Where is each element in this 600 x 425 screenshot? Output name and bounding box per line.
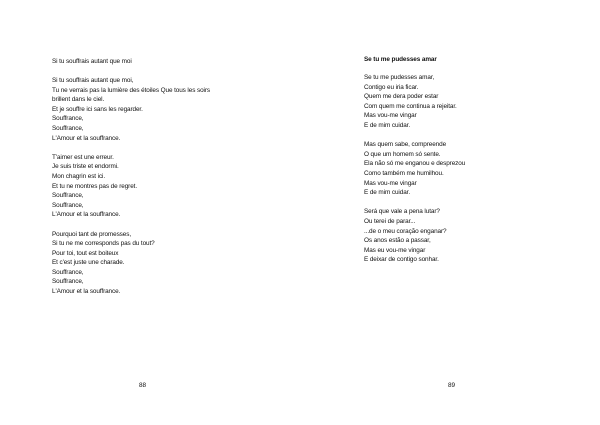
right-page: [300, 0, 600, 425]
poem-line: E deixar de contigo sonhar.: [364, 256, 439, 264]
poem-line: Souffrance,: [52, 115, 84, 123]
poem-line: O que um homem só sente.: [364, 150, 441, 158]
stanza: [52, 153, 257, 220]
poem-line: E de mim cuidar.: [364, 189, 410, 197]
poem-line: Souffrance,: [52, 268, 84, 276]
poem-line: Com quem me continua a rejeitar.: [364, 102, 457, 110]
poem-line: Je suis triste et endormi.: [52, 163, 119, 171]
poem-line: Se tu me pudesses amar,: [364, 74, 435, 81]
stanza: [52, 230, 257, 297]
poem-line: Como também me humilhou.: [364, 169, 444, 177]
poem-line: Et c'est juste une charade.: [52, 259, 125, 267]
poem-line: Souffrance,: [52, 124, 84, 132]
poem-line: Souffrance,: [52, 278, 84, 286]
poem-line: L'Amour et la souffrance.: [52, 211, 121, 219]
poem-line: L'Amour et la souffrance.: [52, 288, 121, 296]
poem-line: Contigo eu iria ficar.: [364, 83, 419, 91]
page-number: 88: [139, 382, 147, 389]
poem-line: Ou terei de parar...: [364, 217, 416, 225]
poem-body: [364, 73, 574, 274]
stanza: [364, 140, 574, 198]
poem-line: Pourquoi tant de promesses,: [52, 230, 132, 238]
poem-line: Mas vou-me vingar: [364, 112, 417, 120]
poem-line: L'Amour et la souffrance.: [52, 134, 121, 142]
poem-line: Ela não só me enganou e desprezou: [364, 160, 466, 168]
poem-line: Mas quem sabe, compreende: [364, 141, 447, 149]
poem-line: Mas vou-me vingar: [364, 179, 417, 187]
poem-line: Si tu ne me corresponds pas du tout?: [52, 240, 155, 248]
poem-body: [52, 76, 257, 306]
poem-line: Mas eu vou-me vingar: [364, 246, 426, 254]
poem-title: Se tu me pudesses amar: [364, 56, 437, 63]
poem-line: Et tu ne montres pas de regret.: [52, 182, 137, 190]
poem-line: Será que vale a pena lutar?: [364, 208, 440, 216]
poem-line: ...de o meu coração enganar?: [364, 227, 447, 235]
poem-line: Souffrance,: [52, 201, 84, 209]
poem-line: Os anos estão a passar,: [364, 237, 431, 245]
stanza: [364, 207, 574, 265]
poem-line: Si tu souffrais autant que moi,: [52, 77, 134, 84]
stanza: [52, 76, 257, 143]
poem-line: Quem me dera poder estar: [364, 93, 439, 101]
poem-line: Et je souffre ici sans les regarder.: [52, 105, 143, 113]
stanza: [364, 73, 574, 131]
page-number: 89: [448, 382, 456, 389]
poem-line: Tu ne verrais pas la lumière des étoiles Que tous les soirs brillent dans le ciel.: [52, 86, 210, 104]
poem-line: Mon chagrin est ici.: [52, 172, 106, 180]
poem-line: Souffrance,: [52, 192, 84, 200]
poem-line: Pour toi, tout est boiteux: [52, 249, 119, 257]
poem-line: E de mim cuidar.: [364, 121, 410, 129]
poem-line: T'aimer est une erreur.: [52, 153, 114, 161]
poem-title: Si tu souffrais autant que moi: [52, 58, 132, 65]
